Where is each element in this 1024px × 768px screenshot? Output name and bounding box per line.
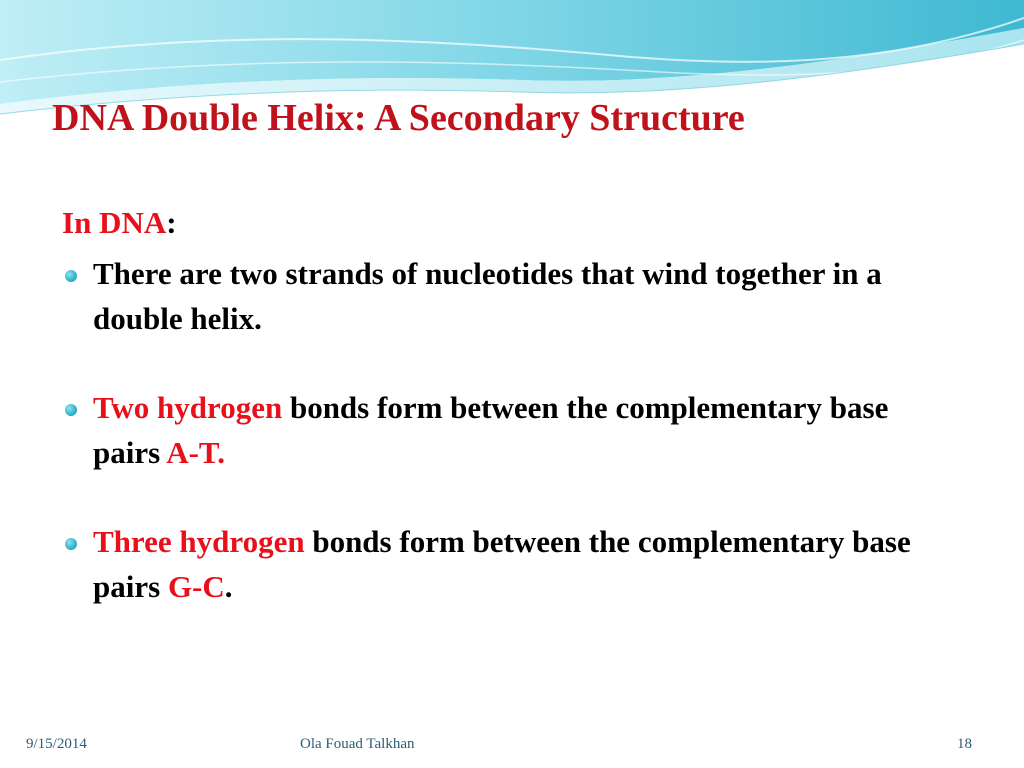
bullet-suffix: . xyxy=(224,569,233,604)
bullet-icon xyxy=(65,270,77,282)
bullet-list xyxy=(62,251,942,609)
bullet-highlight: Three hydrogen xyxy=(93,524,305,559)
intro-line xyxy=(62,200,942,245)
bullet-item-two-hydrogen xyxy=(62,385,942,475)
intro-suffix: : xyxy=(166,205,177,240)
footer-page-number: 18 xyxy=(957,736,972,752)
bullet-text: bonds form between the complementary base pairs xyxy=(93,390,889,470)
bullet-icon xyxy=(65,538,77,550)
bullet-text: bonds form between the complementary base pairs xyxy=(93,524,911,604)
bullet-item-strands xyxy=(62,251,942,341)
bullet-icon xyxy=(65,404,77,416)
base-pair-label: A-T. xyxy=(166,435,226,470)
slide-body xyxy=(62,200,942,609)
intro-highlight: In DNA xyxy=(62,205,167,240)
bullet-text: There are two strands of nucleotides that wind together in a double helix. xyxy=(93,256,882,336)
bullet-item-three-hydrogen xyxy=(62,519,942,609)
footer-author: Ola Fouad Talkhan xyxy=(300,736,415,752)
bullet-highlight: Two hydrogen xyxy=(93,390,283,425)
slide-title: DNA Double Helix: A Secondary Structure xyxy=(52,97,745,139)
footer-date: 9/15/2014 xyxy=(26,736,87,752)
base-pair-label: G-C xyxy=(167,569,225,604)
